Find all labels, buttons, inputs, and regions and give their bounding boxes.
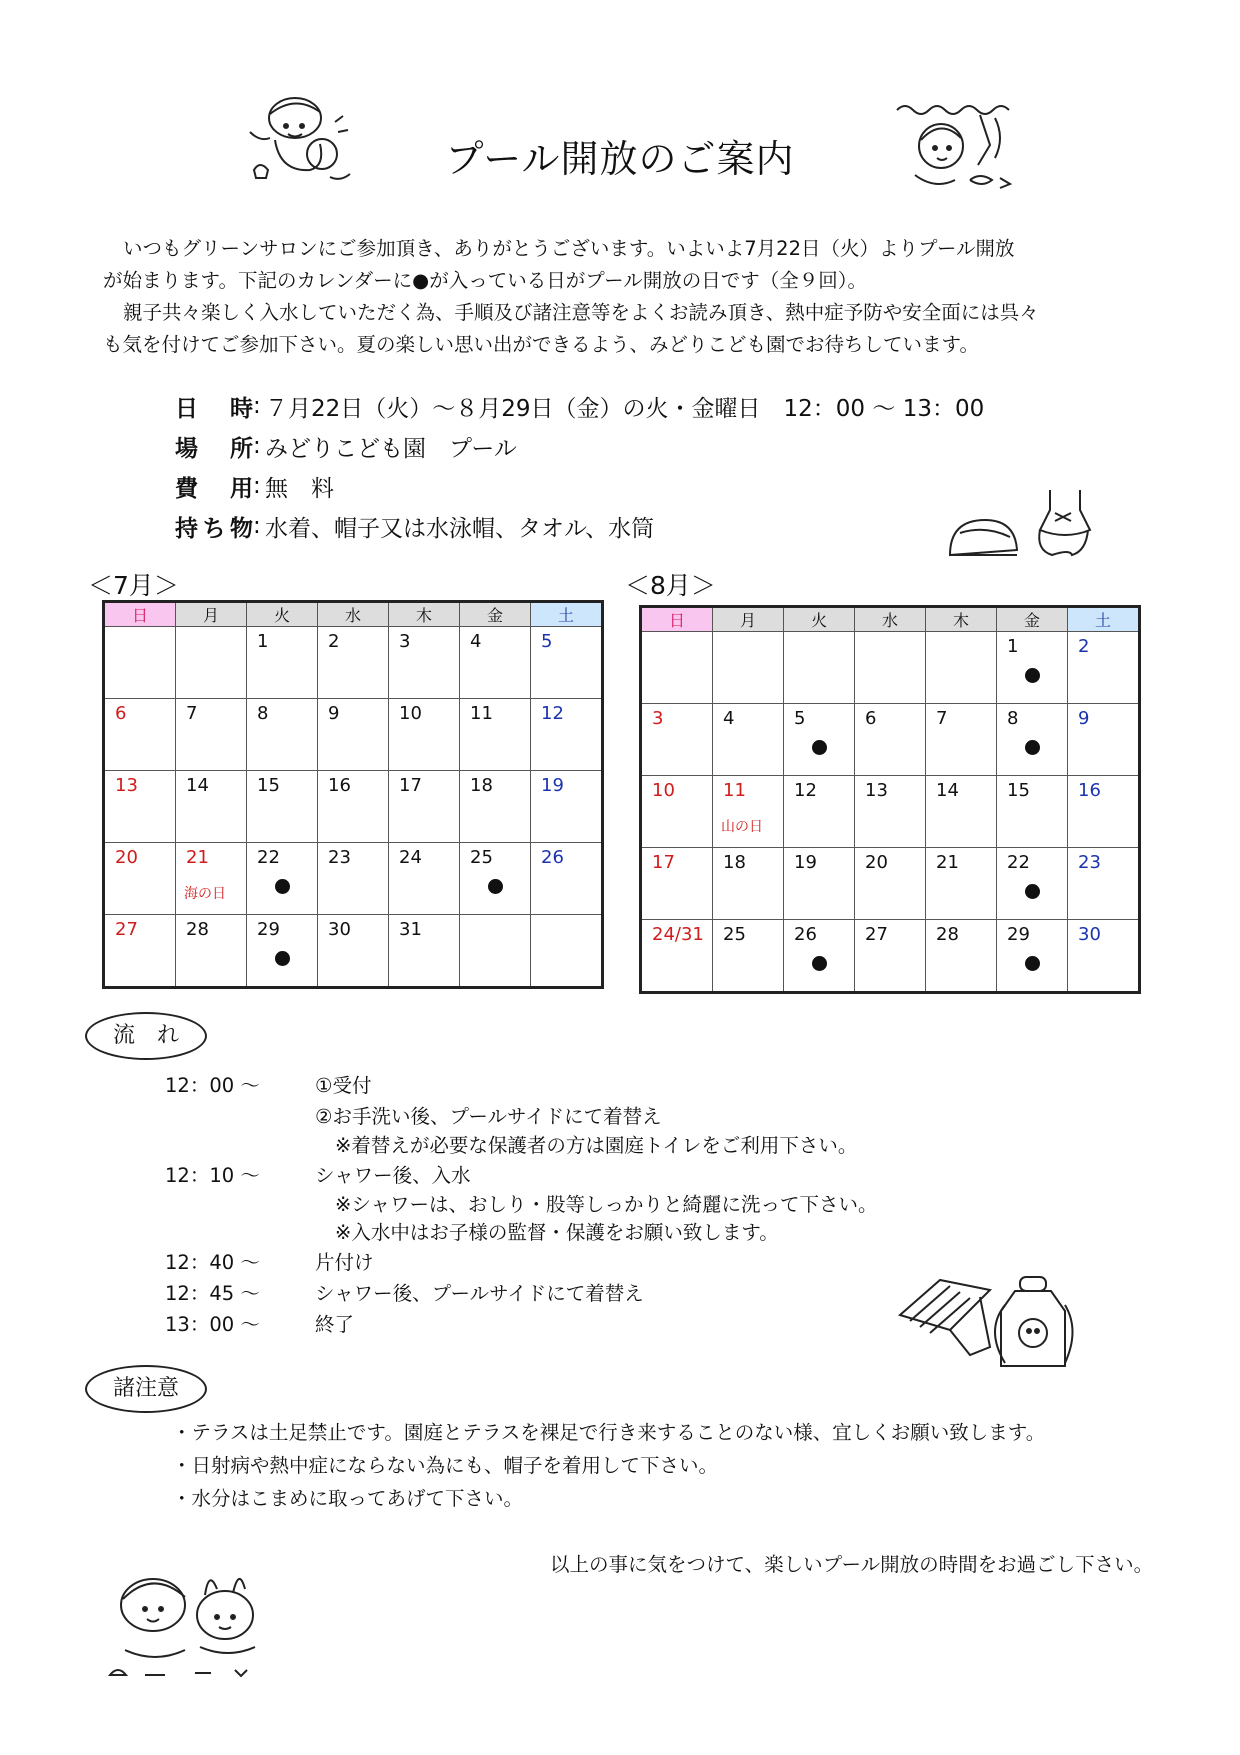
day-number: 8 — [257, 703, 269, 724]
day-number: 20 — [115, 847, 138, 868]
calendar-day — [997, 632, 1068, 704]
day-number: 24/31 — [652, 924, 704, 945]
flow-time: 12：00 ～ — [165, 1073, 260, 1097]
pool-open-dot — [1025, 884, 1040, 899]
calendar-day — [460, 771, 531, 843]
calendar-day — [318, 699, 389, 771]
august-calendar — [639, 605, 1141, 994]
intro-text — [103, 233, 1143, 361]
calendar-day — [784, 920, 855, 993]
caution-item: ・テラスは土足禁止です。園庭とテラスを裸足で行き来することのない様、宜しくお願い致します。 — [172, 1421, 1046, 1444]
info-label: 持ち物 — [175, 515, 253, 542]
calendar-day — [1068, 920, 1140, 993]
holiday-label: 海の日 — [184, 886, 226, 902]
flow-time: 13：00 ～ — [165, 1312, 260, 1336]
calendar-day — [926, 704, 997, 776]
calendar-day — [713, 848, 784, 920]
calendar-day — [713, 632, 784, 704]
calendar-day — [997, 704, 1068, 776]
calendar-day — [641, 704, 713, 776]
day-number: 27 — [115, 919, 138, 940]
day-number: 10 — [652, 780, 675, 801]
day-number: 23 — [1078, 852, 1101, 873]
day-number: 5 — [541, 631, 553, 652]
weekday-header: 木 — [926, 607, 997, 632]
day-number: 3 — [399, 631, 411, 652]
day-number: 10 — [399, 703, 422, 724]
day-number: 9 — [328, 703, 340, 724]
day-number: 11 — [470, 703, 493, 724]
calendar-week — [104, 627, 603, 699]
calendar-day — [784, 704, 855, 776]
day-number: 21 — [186, 847, 209, 868]
day-number: 27 — [865, 924, 888, 945]
info-value: 無 料 — [265, 475, 334, 502]
pool-open-dot — [275, 951, 290, 966]
calendar-day — [389, 843, 460, 915]
towel-and-bottle-illustration — [895, 1265, 1105, 1370]
flow-step — [165, 1245, 877, 1276]
july-calendar — [102, 600, 604, 989]
weekday-header: 金 — [997, 607, 1068, 632]
weekday-header: 金 — [460, 602, 531, 627]
calendar-day — [460, 915, 531, 988]
calendar-day — [855, 704, 926, 776]
calendar-day — [318, 627, 389, 699]
flow-note: ※着替えが必要な保護者の方は園庭トイレをご利用下さい。 — [335, 1134, 858, 1157]
day-number: 9 — [1078, 708, 1090, 729]
children-playing-illustration — [105, 1565, 275, 1685]
weekday-header: 日 — [104, 602, 176, 627]
caution-item: ・日射病や熱中症にならない為にも、帽子を着用して下さい。 — [172, 1454, 719, 1477]
day-number: 2 — [1078, 636, 1090, 657]
calendar-day — [460, 627, 531, 699]
day-number: 6 — [115, 703, 127, 724]
day-number: 24 — [399, 847, 422, 868]
calendar-day — [318, 771, 389, 843]
info-label: 費用 — [175, 475, 253, 502]
calendar-day — [531, 627, 603, 699]
day-number: 14 — [186, 775, 209, 796]
day-number: 17 — [399, 775, 422, 796]
flow-text: シャワー後、入水 — [315, 1163, 471, 1187]
calendar-day — [531, 699, 603, 771]
day-number: 31 — [399, 919, 422, 940]
flow-text: ②お手洗い後、プールサイドにて着替え — [315, 1104, 662, 1128]
calendar-week — [641, 920, 1140, 993]
calendar-day — [641, 632, 713, 704]
calendar-day — [855, 920, 926, 993]
calendar-day — [784, 848, 855, 920]
flow-list — [165, 1068, 877, 1338]
caution-list — [172, 1417, 1045, 1516]
day-number: 19 — [541, 775, 564, 796]
calendar-day — [997, 920, 1068, 993]
calendar-day — [460, 843, 531, 915]
flow-note: ※シャワーは、おしり・股等しっかりと綺麗に洗って下さい。 — [335, 1193, 878, 1216]
calendar-day — [855, 776, 926, 848]
intro-line: 親子共々楽しく入水していただく為、手順及び諸注意等をよくお読み頂き、熱中症予防や安全面には呉々 — [123, 301, 1039, 324]
info-label: 日時 — [175, 395, 253, 422]
weekday-header: 土 — [1068, 607, 1140, 632]
calendar-week — [641, 776, 1140, 848]
flow-note: ※入水中はお子様の監督・保護をお願い致します。 — [335, 1221, 779, 1244]
day-number: 29 — [257, 919, 280, 940]
day-number: 15 — [257, 775, 280, 796]
calendar-week — [104, 915, 603, 988]
day-number: 4 — [723, 708, 735, 729]
calendar-day — [1068, 632, 1140, 704]
calendar-day — [460, 699, 531, 771]
closing-text: 以上の事に気をつけて、楽しいプール開放の時間をお過ごし下さい。 — [550, 1553, 1154, 1576]
calendar-day — [1068, 776, 1140, 848]
day-number: 2 — [328, 631, 340, 652]
day-number: 8 — [1007, 708, 1019, 729]
calendar-day — [104, 699, 176, 771]
day-number: 1 — [1007, 636, 1019, 657]
day-number: 28 — [186, 919, 209, 940]
day-number: 1 — [257, 631, 269, 652]
calendar-day — [389, 771, 460, 843]
day-number: 28 — [936, 924, 959, 945]
calendar-day — [389, 699, 460, 771]
day-number: 22 — [1007, 852, 1030, 873]
page-title: プール開放のご案内 — [445, 137, 795, 181]
info-row-datetime: 日時 : ７月22日（火）～８月29日（金）の火・金曜日 12：00 ～ 13：00 — [175, 386, 984, 426]
day-number: 26 — [794, 924, 817, 945]
day-number: 7 — [936, 708, 948, 729]
day-number: 21 — [936, 852, 959, 873]
day-number: 13 — [115, 775, 138, 796]
calendar-day — [713, 920, 784, 993]
day-number: 7 — [186, 703, 198, 724]
pool-open-dot — [1025, 956, 1040, 971]
calendar-week — [104, 771, 603, 843]
day-number: 26 — [541, 847, 564, 868]
day-number: 18 — [470, 775, 493, 796]
day-number: 30 — [1078, 924, 1101, 945]
calendar-day — [641, 848, 713, 920]
day-number: 22 — [257, 847, 280, 868]
calendar-day — [389, 627, 460, 699]
calendar-day — [713, 776, 784, 848]
day-number: 14 — [936, 780, 959, 801]
day-number: 25 — [470, 847, 493, 868]
caution-heading: 諸注意 — [85, 1365, 207, 1413]
day-number: 29 — [1007, 924, 1030, 945]
calendar-day — [713, 704, 784, 776]
day-number: 3 — [652, 708, 664, 729]
calendar-day — [318, 915, 389, 988]
calendar-day — [997, 848, 1068, 920]
day-number: 6 — [865, 708, 877, 729]
info-row-belongings: 持ち物 : 水着、帽子又は水泳帽、タオル、水筒 — [175, 506, 984, 546]
calendar-day — [247, 843, 318, 915]
day-number: 17 — [652, 852, 675, 873]
calendar-day — [176, 627, 247, 699]
calendar-week — [641, 704, 1140, 776]
day-number: 30 — [328, 919, 351, 940]
calendar-day — [176, 699, 247, 771]
calendar-day — [855, 848, 926, 920]
calendar-day — [784, 632, 855, 704]
day-number: 25 — [723, 924, 746, 945]
july-label: ＜7月＞ — [88, 571, 179, 600]
calendar-day — [318, 843, 389, 915]
day-number: 20 — [865, 852, 888, 873]
caution-item: ・水分はこまめに取ってあげて下さい。 — [172, 1487, 524, 1510]
flow-time: 12：40 ～ — [165, 1250, 260, 1274]
calendar-week — [641, 848, 1140, 920]
calendar-day — [926, 920, 997, 993]
intro-line: が始まります。下記のカレンダーに●が入っている日がプール開放の日です（全９回）。 — [103, 269, 867, 292]
calendar-day — [855, 632, 926, 704]
weekday-header: 水 — [318, 602, 389, 627]
calendar-week — [104, 843, 603, 915]
pool-open-dot — [275, 879, 290, 894]
flow-step — [165, 1099, 877, 1130]
calendar-day — [531, 771, 603, 843]
day-number: 16 — [1078, 780, 1101, 801]
info-value: 水着、帽子又は水泳帽、タオル、水筒 — [265, 515, 655, 542]
day-number: 4 — [470, 631, 482, 652]
intro-line: も気を付けてご参加下さい。夏の楽しい思い出ができるよう、みどりこども園でお待ちしています。 — [103, 333, 979, 356]
weekday-header: 月 — [713, 607, 784, 632]
flow-time: 12：10 ～ — [165, 1163, 260, 1187]
calendar-day — [104, 843, 176, 915]
info-label: 場所 — [175, 435, 253, 462]
pool-open-dot — [812, 956, 827, 971]
calendar-day — [531, 915, 603, 988]
flow-text: ①受付 — [315, 1073, 372, 1097]
calendar-day — [531, 843, 603, 915]
calendar-day — [247, 771, 318, 843]
day-number: 12 — [794, 780, 817, 801]
day-number: 16 — [328, 775, 351, 796]
holiday-label: 山の日 — [721, 819, 763, 835]
calendar-day — [997, 776, 1068, 848]
flow-step — [165, 1158, 877, 1189]
flow-text: シャワー後、プールサイドにて着替え — [315, 1281, 644, 1305]
weekday-header: 土 — [531, 602, 603, 627]
flow-step — [165, 1276, 877, 1307]
calendar-day — [176, 771, 247, 843]
calendar-day — [104, 771, 176, 843]
flow-time: 12：45 ～ — [165, 1281, 260, 1305]
pool-open-dot — [1025, 740, 1040, 755]
day-number: 15 — [1007, 780, 1030, 801]
day-number: 18 — [723, 852, 746, 873]
calendar-day — [926, 848, 997, 920]
info-row-place: 場所 : みどりこども園 プール — [175, 426, 984, 466]
calendar-day — [1068, 704, 1140, 776]
calendar-day — [104, 915, 176, 988]
august-label: ＜8月＞ — [625, 571, 716, 600]
intro-line: いつもグリーンサロンにご参加頂き、ありがとうございます。いよいよ7月22日（火）よりプール開放 — [123, 237, 1015, 260]
calendar-day — [176, 843, 247, 915]
calendar-day — [247, 915, 318, 988]
calendar-day — [926, 776, 997, 848]
calendar-day — [641, 776, 713, 848]
calendar-day — [176, 915, 247, 988]
day-number: 5 — [794, 708, 806, 729]
calendar-day — [104, 627, 176, 699]
day-number: 12 — [541, 703, 564, 724]
weekday-header: 日 — [641, 607, 713, 632]
day-number: 23 — [328, 847, 351, 868]
info-value: ７月22日（火）～８月29日（金）の火・金曜日 12：00 ～ 13：00 — [265, 395, 985, 422]
pool-open-dot — [488, 879, 503, 894]
weekday-header: 火 — [784, 607, 855, 632]
calendar-day — [1068, 848, 1140, 920]
info-value: みどりこども園 プール — [265, 435, 517, 462]
weekday-header: 水 — [855, 607, 926, 632]
calendar-day — [926, 632, 997, 704]
flow-step — [165, 1307, 877, 1338]
calendar-day — [247, 627, 318, 699]
calendar-week — [104, 699, 603, 771]
day-number: 13 — [865, 780, 888, 801]
weekday-header: 火 — [247, 602, 318, 627]
event-info — [175, 386, 984, 546]
calendar-day — [641, 920, 713, 993]
flow-text: 終了 — [315, 1312, 355, 1336]
calendar-week — [641, 632, 1140, 704]
calendar-day — [784, 776, 855, 848]
flow-step — [165, 1068, 877, 1099]
flow-text: 片付け — [315, 1250, 374, 1274]
calendar-day — [389, 915, 460, 988]
flow-heading: 流 れ — [85, 1012, 207, 1060]
weekday-header: 木 — [389, 602, 460, 627]
day-number: 11 — [723, 780, 746, 801]
info-row-cost: 費用 : 無 料 — [175, 466, 984, 506]
calendar-day — [247, 699, 318, 771]
pool-open-dot — [812, 740, 827, 755]
day-number: 19 — [794, 852, 817, 873]
weekday-header: 月 — [176, 602, 247, 627]
pool-open-dot — [1025, 668, 1040, 683]
